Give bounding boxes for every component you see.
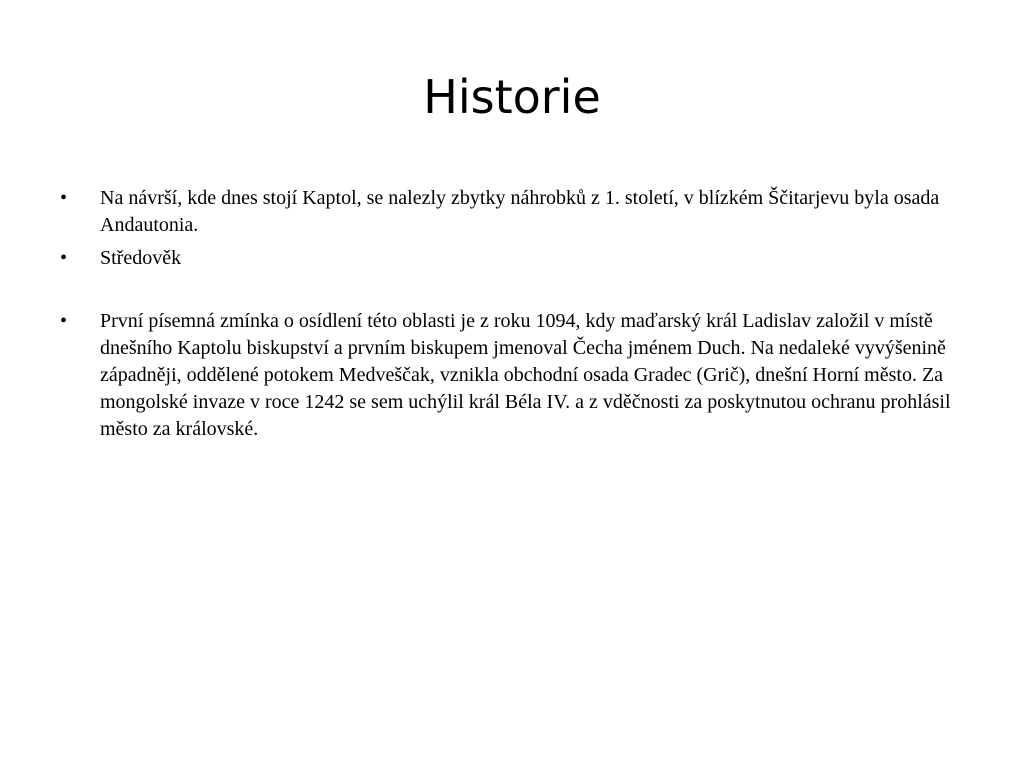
slide-title: Historie <box>423 70 601 124</box>
bullet-item-first-mention <box>60 308 960 443</box>
bullet-list <box>60 185 960 449</box>
bullet-item-middle-ages <box>60 245 960 272</box>
bullet-text: Na návrší, kde dnes stojí Kaptol, se nalezly zbytky náhrobků z 1. století, v blízkém Ščitarjevu byla osada Andautonia. <box>100 187 940 236</box>
bullet-text: Středověk <box>100 247 182 269</box>
bullet-icon: • <box>60 310 68 332</box>
bullet-icon: • <box>60 247 68 269</box>
bullet-icon: • <box>60 187 68 209</box>
bullet-text: První písemná zmínka o osídlení této oblasti je z roku 1094, kdy maďarský král Ladislav založil v místě dnešního Kaptolu biskupství a prvním biskupem jmenoval Čecha jménem Duch. Na nedaleké vyvýšenině západněji, oddělené potokem Medveščak, vznikla obchodní osada Gradec (Grič), dnešní Horní město. Za mongolské invaze v roce 1242 se sem uchýlil král Béla IV. a z vděčnosti za poskytnutou ochranu prohlásil město za královské. <box>100 310 951 440</box>
bullet-item-origins <box>60 185 960 239</box>
